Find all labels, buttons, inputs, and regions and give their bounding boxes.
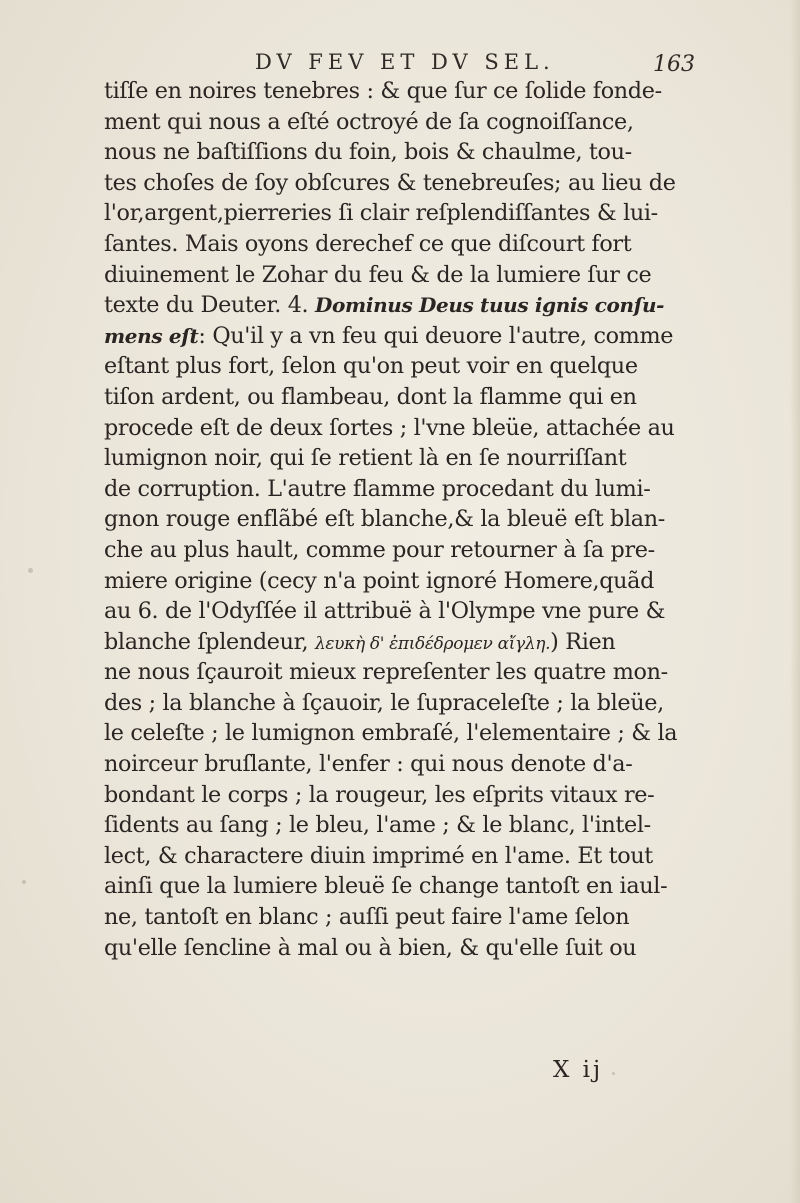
text-line (104, 382, 689, 413)
text-line (104, 718, 689, 749)
text-line (104, 107, 689, 138)
paper-speck (612, 1072, 615, 1075)
text-run: tiſſe en noires tenebres : & que ſur ce ſolide fonde- (104, 78, 662, 104)
text-run: che au plus hault, comme pour retourner à ſa pre- (104, 536, 655, 563)
text-run: ſantes. Mais oyons derechef ce que diſcourt fort (104, 230, 632, 257)
text-line (104, 351, 689, 382)
text-line (104, 871, 689, 902)
text-line (104, 504, 689, 535)
text-run: gnon rouge enflãbé eſt blanche,& la bleuë eſt blan- (104, 506, 665, 533)
text-run: ſidents au ſang ; le bleu, l'ame ; & le blanc, l'intel- (104, 812, 651, 839)
text-run: ment qui nous a eſté octroyé de ſa cognoiſſance, (104, 108, 634, 135)
text-line (104, 535, 689, 566)
text-run: des ; la blanche à ſçauoir, le ſupraceleſte ; la bleüe, (104, 689, 664, 716)
text-run: ainſi que la lumiere bleuë ſe change tantoſt en iaul- (104, 873, 668, 900)
text-run: lumignon noir, qui ſe retient là en ſe nourriſſant (104, 445, 627, 472)
text-line (104, 290, 689, 321)
text-run: lect, & charactere diuin imprimé en l'ame. Et tout (104, 842, 653, 869)
text-line (104, 749, 689, 780)
text-line (104, 137, 689, 168)
page-number: 163 (653, 52, 695, 77)
text-run: bondant le corps ; la rougeur, les eſprits vitaux re- (104, 781, 655, 808)
text-run: blanche ſplendeur, (104, 628, 315, 655)
text-run: noirceur bruſlante, l'enfer : qui nous denote d'a- (104, 751, 633, 778)
text-line (104, 627, 689, 658)
body-text (104, 76, 689, 963)
text-line (104, 933, 689, 964)
paper-speck (22, 880, 26, 884)
italic-quotation: Dominus Deus tuus ignis conſu- (315, 293, 665, 318)
text-line (104, 902, 689, 933)
text-line (104, 198, 689, 229)
text-line (104, 596, 689, 627)
text-line (104, 474, 689, 505)
text-run: de corruption. L'autre flamme procedant du lumi- (104, 475, 651, 502)
text-run: diuinement le Zohar du feu & de la lumiere ſur ce (104, 261, 652, 288)
text-line (104, 566, 689, 597)
text-line (104, 413, 689, 444)
text-line (104, 76, 689, 107)
text-run: ) Rien (550, 628, 616, 655)
text-run: ne, tantoſt en blanc ; auſſi peut faire l'ame ſelon (104, 904, 630, 931)
running-head: DV FEV ET DV SEL. (255, 50, 555, 74)
text-run: procede eſt de deux ſortes ; l'vne bleüe, attachée au (104, 414, 675, 441)
text-line (104, 657, 689, 688)
text-line (104, 688, 689, 719)
text-line (104, 780, 689, 811)
page-edge (790, 0, 800, 1203)
text-run: eſtant plus fort, ſelon qu'on peut voir en quelque (104, 353, 638, 380)
text-run: au 6. de l'Odyſſée il attribuë à l'Olympe vne pure & (104, 598, 666, 625)
greek-quotation: λευκὴ δ' ἐπιδέδρομεν αἴγλη. (314, 633, 551, 654)
text-line (104, 443, 689, 474)
text-line (104, 168, 689, 199)
text-run: tes choſes de ſoy obſcures & tenebreuſes; au lieu de (104, 169, 676, 196)
text-run: ne nous ſçauroit mieux repreſenter les quatre mon- (104, 659, 668, 686)
text-run: miere origine (cecy n'a point ignoré Homere,quãd (104, 567, 655, 594)
text-line (104, 260, 689, 291)
signature-mark: X ij (553, 1057, 604, 1083)
text-run: : Qu'il y a vn feu qui deuore l'autre, comme (198, 322, 674, 349)
text-run: qu'elle ſencline à mal ou à bien, & qu'elle ſuit ou (104, 934, 637, 961)
text-line (104, 321, 689, 352)
text-line (104, 810, 689, 841)
paper-speck (28, 568, 33, 573)
italic-quotation: mens eſt (104, 323, 199, 348)
text-line (104, 841, 689, 872)
text-run: l'or,argent,pierreries ſi clair reſplendiſſantes & lui- (104, 200, 658, 227)
text-run: le celeſte ; le lumignon embraſé, l'elementaire ; & la (104, 720, 678, 747)
text-run: tiſon ardent, ou flambeau, dont la flamme qui en (104, 383, 637, 410)
text-line (104, 229, 689, 260)
text-run: nous ne baſtiſſions du foin, bois & chaulme, tou- (104, 139, 632, 166)
text-run: texte du Deuter. 4. (104, 292, 316, 319)
